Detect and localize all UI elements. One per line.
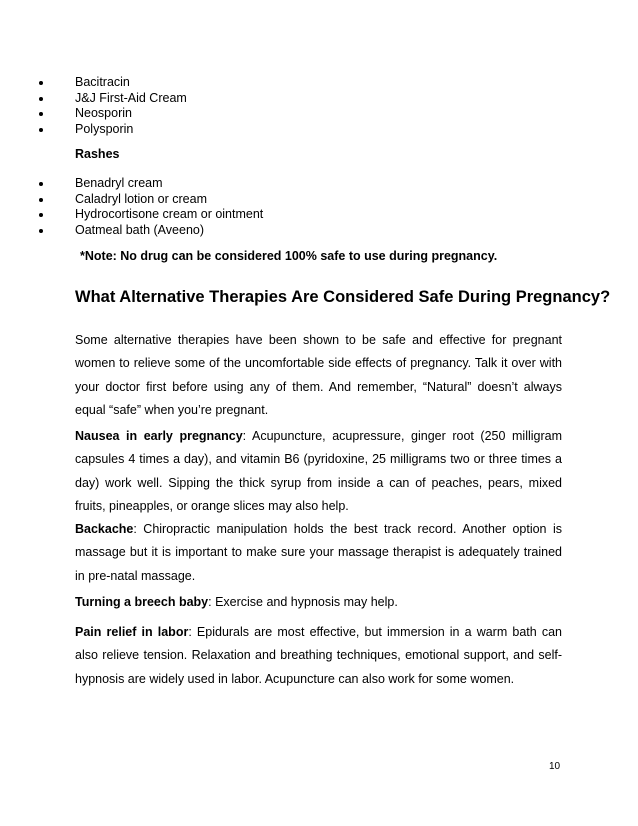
backache-label: Backache — [75, 522, 134, 536]
section-title: What Alternative Therapies Are Considered Safe During Pregnancy? — [75, 288, 611, 306]
list-item: Oatmeal bath (Aveeno) — [39, 223, 263, 239]
pain-relief-paragraph — [75, 621, 562, 691]
rashes-heading: Rashes — [75, 147, 120, 161]
list-item: Benadryl cream — [39, 176, 263, 192]
list-item: Bacitracin — [39, 75, 187, 91]
list-item: J&J First-Aid Cream — [39, 91, 187, 107]
breech-text: : Exercise and hypnosis may help. — [208, 595, 398, 609]
list-item: Caladryl lotion or cream — [39, 192, 263, 208]
first-aid-cream-list — [39, 75, 187, 137]
intro-paragraph: Some alternative therapies have been shown to be safe and effective for pregnant women to relieve some of the uncomfortable side effects of pregnancy. Talk it over with your doctor first before using any of them. And remember, “Natural” doesn’t always equal “safe” when you’re pregnant. — [75, 333, 562, 417]
nausea-label: Nausea in early pregnancy — [75, 429, 243, 443]
pain-relief-label: Pain relief in labor — [75, 625, 189, 639]
rashes-list — [39, 176, 263, 238]
backache-text: : Chiropractic manipulation holds the best track record. Another option is massage but it is important to make sure your massage therapist is adequately trained in pre-natal massage. — [75, 522, 562, 583]
breech-paragraph — [75, 591, 562, 614]
list-item: Hydrocortisone cream or ointment — [39, 207, 263, 223]
safety-note: *Note: No drug can be considered 100% safe to use during pregnancy. — [80, 249, 498, 263]
backache-paragraph — [75, 518, 562, 588]
list-item: Neosporin — [39, 106, 187, 122]
nausea-text: : Acupuncture, acupressure, ginger root (250 milligram capsules 4 times a day), and vitamin B6 (pyridoxine, 25 milligrams two or three times a day) work well. Sipping the thick syrup from inside a can of peaches, pears, mixed fruits, pineapples, or orange slices may also help. — [75, 429, 562, 513]
pain-relief-text: : Epidurals are most effective, but immersion in a warm bath can also relieve tension. Relaxation and breathing techniques, emotional support, and self-hypnosis are widely used in labor. Acupuncture can also work for some women. — [75, 625, 562, 686]
page-number: 10 — [549, 761, 561, 772]
breech-label: Turning a breech baby — [75, 595, 209, 609]
list-item: Polysporin — [39, 122, 187, 138]
nausea-paragraph — [75, 425, 562, 518]
